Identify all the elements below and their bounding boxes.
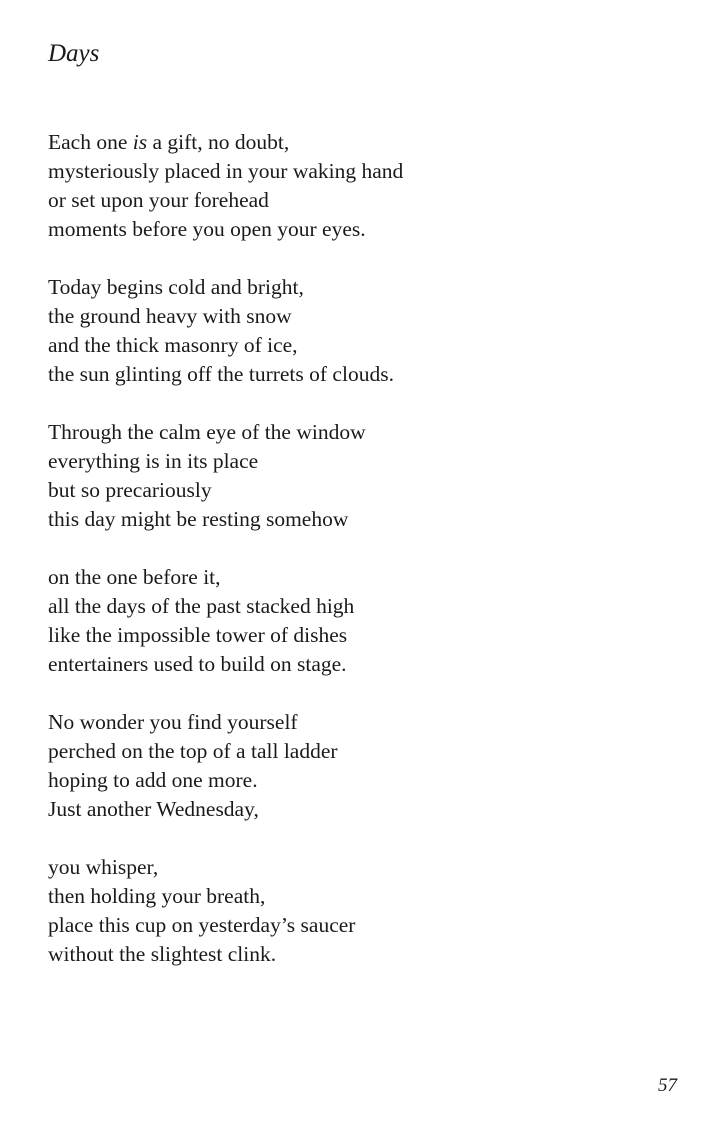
poem-line: entertainers used to build on stage. <box>48 652 347 676</box>
line-text: Each one <box>48 130 133 154</box>
poem-line: Through the calm eye of the window <box>48 420 366 444</box>
poem-line: but so precariously <box>48 478 212 502</box>
poem-line: Today begins cold and bright, <box>48 275 304 299</box>
page-number: 57 <box>658 1075 677 1096</box>
line-text: a gift, no doubt, <box>147 130 290 154</box>
poem-line: like the impossible tower of dishes <box>48 623 348 647</box>
poem-line: you whisper, <box>48 855 159 879</box>
poem-line: hoping to add one more. <box>48 768 258 792</box>
stanza-4 <box>48 563 668 679</box>
poem-line <box>48 128 668 157</box>
poem-body <box>48 128 668 998</box>
stanza-2 <box>48 273 668 389</box>
poem-line: No wonder you find yourself <box>48 710 298 734</box>
poem-line: place this cup on yesterday’s saucer <box>48 913 356 937</box>
stanza-5 <box>48 708 668 824</box>
stanza-6 <box>48 853 668 969</box>
poem-line: the ground heavy with snow <box>48 304 292 328</box>
poem-line: then holding your breath, <box>48 884 266 908</box>
poem-line: and the thick masonry of ice, <box>48 333 298 357</box>
poem-line: Just another Wednesday, <box>48 797 259 821</box>
poem-line: without the slightest clink. <box>48 942 277 966</box>
stanza-1 <box>48 128 668 244</box>
poem-line: the sun glinting off the turrets of clouds. <box>48 362 394 386</box>
poem-line: mysteriously placed in your waking hand <box>48 159 404 183</box>
poem-line: or set upon your forehead <box>48 188 269 212</box>
poem-line: moments before you open your eyes. <box>48 217 366 241</box>
emphasis-text: is <box>132 130 148 154</box>
poem-line: perched on the top of a tall ladder <box>48 739 338 763</box>
poem-line: this day might be resting somehow <box>48 507 349 531</box>
poem-line: everything is in its place <box>48 449 259 473</box>
stanza-3 <box>48 418 668 534</box>
poem-title: Days <box>48 40 100 67</box>
poem-line: on the one before it, <box>48 565 221 589</box>
poem-line: all the days of the past stacked high <box>48 594 355 618</box>
